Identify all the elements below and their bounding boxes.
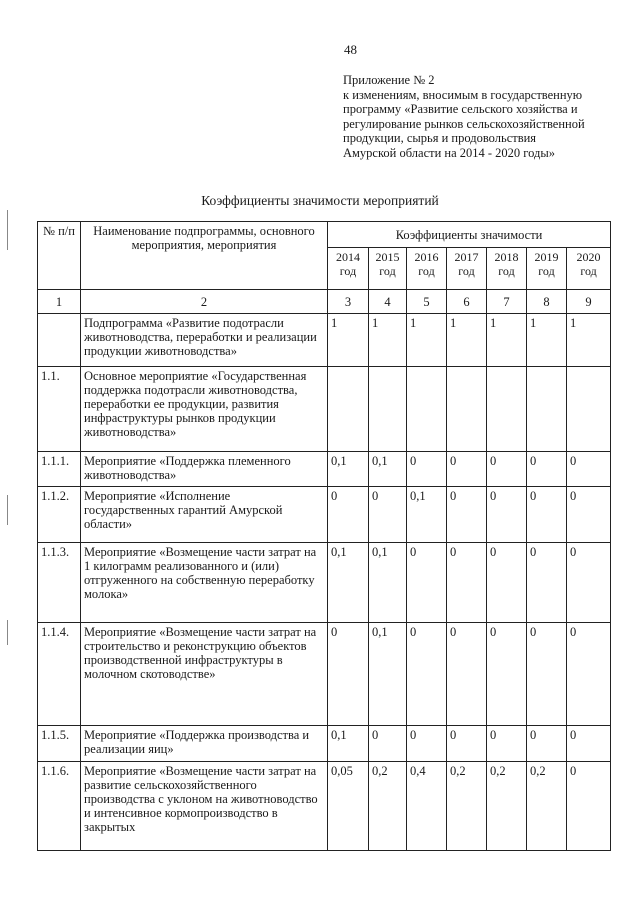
- coefficient-value: 0,4: [407, 761, 447, 850]
- coefficient-value: 0: [567, 622, 611, 725]
- row-name: Мероприятие «Возмещение части затрат на 1 килограмм реализованного и (или) отгруженного на собственную переработку молока»: [81, 542, 328, 622]
- scan-edge-mark: [7, 620, 8, 645]
- coefficient-value: 0,2: [487, 761, 527, 850]
- header-year-value: 2020: [576, 250, 601, 265]
- header-year-value: 2017: [454, 250, 479, 265]
- coefficient-value: 0,1: [369, 542, 407, 622]
- row-number: 1.1.1.: [38, 452, 81, 486]
- header-year: [487, 248, 527, 290]
- coefficient-value: 1: [328, 314, 369, 367]
- header-year-value: 2014: [336, 250, 360, 265]
- column-number: 6: [447, 289, 487, 313]
- header-year-value: 2019: [534, 250, 559, 265]
- coefficient-value: 0,1: [328, 726, 369, 762]
- coefficient-value: [567, 367, 611, 452]
- coefficient-value: 0: [487, 726, 527, 762]
- table-row: [38, 367, 611, 452]
- header-year: [328, 248, 369, 290]
- appendix-line: Амурской области на 2014 - 2020 годы»: [343, 145, 556, 160]
- coefficient-value: 0: [407, 542, 447, 622]
- coefficient-value: 1: [369, 314, 407, 367]
- header-year-value: 2016: [414, 250, 439, 265]
- column-number: 8: [527, 289, 567, 313]
- row-number: 1.1.5.: [38, 726, 81, 762]
- coefficient-value: 0: [447, 452, 487, 486]
- coefficient-value: 0,2: [527, 761, 567, 850]
- column-number: 5: [407, 289, 447, 313]
- coefficient-value: 0,1: [369, 622, 407, 725]
- coefficients-table: [37, 221, 611, 851]
- column-number: 9: [567, 289, 611, 313]
- coefficient-value: 0: [369, 726, 407, 762]
- header-year-value: 2018: [494, 250, 519, 265]
- header-year: [369, 248, 407, 290]
- scan-edge-mark: [7, 210, 8, 250]
- header-year: [527, 248, 567, 290]
- column-number: 3: [328, 289, 369, 313]
- column-numbers-row: [38, 289, 611, 313]
- appendix-line: Приложение № 2: [343, 73, 435, 87]
- column-number: 4: [369, 289, 407, 313]
- coefficient-value: 0,2: [447, 761, 487, 850]
- header-coefficients: Коэффициенты значимости: [328, 222, 611, 248]
- coefficient-value: [369, 367, 407, 452]
- table-row: [38, 726, 611, 762]
- coefficient-value: 0: [567, 726, 611, 762]
- row-name: Мероприятие «Поддержка производства и реализации яиц»: [81, 726, 328, 762]
- table-row: [38, 542, 611, 622]
- coefficient-value: 0,2: [369, 761, 407, 850]
- appendix-line: регулирование рынков сельскохозяйственной: [343, 116, 585, 131]
- coefficient-value: 0: [447, 726, 487, 762]
- coefficient-value: 0: [328, 622, 369, 725]
- coefficient-value: 0: [487, 452, 527, 486]
- appendix-note: [343, 73, 613, 160]
- row-number: [38, 314, 81, 367]
- header-year-unit: год: [498, 263, 515, 278]
- coefficient-value: 0: [407, 622, 447, 725]
- coefficient-value: 0,1: [328, 542, 369, 622]
- coefficient-value: 0,1: [369, 452, 407, 486]
- coefficient-value: 1: [487, 314, 527, 367]
- coefficient-value: 0: [527, 726, 567, 762]
- row-name: Основное мероприятие «Государственная поддержка подотрасли животноводства, переработки ее продукции, развития инфраструктуры рынков продукции животноводства»: [81, 367, 328, 452]
- column-number: 7: [487, 289, 527, 313]
- coefficient-value: [487, 367, 527, 452]
- table-row: [38, 486, 611, 542]
- coefficient-value: [328, 367, 369, 452]
- coefficient-value: 0: [527, 542, 567, 622]
- coefficient-value: 0: [369, 486, 407, 542]
- coefficient-value: 0: [447, 542, 487, 622]
- coefficient-value: 0: [487, 622, 527, 725]
- coefficient-value: 0: [407, 452, 447, 486]
- header-year-unit: год: [339, 263, 357, 278]
- coefficient-value: 0: [487, 542, 527, 622]
- header-year: [447, 248, 487, 290]
- coefficient-value: 0: [527, 622, 567, 725]
- header-year: [567, 248, 611, 290]
- coefficient-value: 0: [407, 726, 447, 762]
- coefficient-value: 1: [407, 314, 447, 367]
- header-name: Наименование подпрограммы, основного мероприятия, мероприятия: [81, 222, 328, 290]
- header-year: [407, 248, 447, 290]
- coefficient-value: 0: [567, 486, 611, 542]
- appendix-line: продукции, сырья и продовольствия: [343, 131, 537, 145]
- row-name: Мероприятие «Возмещение части затрат на развитие сельскохозяйственного производства с уклоном на животноводство и интенсивное кормопроизводство в закрытых: [81, 761, 328, 850]
- row-name: Мероприятие «Поддержка племенного животноводства»: [81, 452, 328, 486]
- table-row: [38, 314, 611, 367]
- coefficient-value: 0: [567, 761, 611, 850]
- coefficient-value: 1: [527, 314, 567, 367]
- coefficient-value: 0,1: [328, 452, 369, 486]
- row-number: 1.1.2.: [38, 486, 81, 542]
- coefficient-value: 0,05: [328, 761, 369, 850]
- coefficient-value: [407, 367, 447, 452]
- header-row: [38, 222, 611, 248]
- column-number: 2: [81, 289, 328, 313]
- header-year-unit: год: [580, 263, 597, 278]
- header-num: № п/п: [38, 222, 81, 290]
- column-number: 1: [38, 289, 81, 313]
- header-year-unit: год: [379, 263, 396, 278]
- appendix-line: к изменениям, вносимым в государственную: [343, 87, 583, 102]
- coefficient-value: 0: [567, 452, 611, 486]
- table-row: [38, 622, 611, 725]
- scan-edge-mark: [7, 495, 8, 525]
- coefficient-value: 1: [447, 314, 487, 367]
- coefficient-value: 0: [487, 486, 527, 542]
- row-name: Мероприятие «Возмещение части затрат на строительство и реконструкцию объектов производственной инфраструктуры в молочном скотоводстве»: [81, 622, 328, 725]
- coefficient-value: 0,1: [407, 486, 447, 542]
- header-year-value: 2015: [375, 250, 400, 265]
- row-number: 1.1.4.: [38, 622, 81, 725]
- page-number: 48: [344, 42, 357, 57]
- header-year-unit: год: [418, 263, 435, 278]
- table-row: [38, 452, 611, 486]
- row-name: Подпрограмма «Развитие подотрасли животноводства, переработки и реализации продукции животноводства»: [81, 314, 328, 367]
- coefficient-value: 0: [527, 452, 567, 486]
- table-row: [38, 761, 611, 850]
- appendix-line: программу «Развитие сельского хозяйства и: [343, 102, 578, 116]
- coefficient-value: 0: [567, 542, 611, 622]
- table-title: Коэффициенты значимости мероприятий: [201, 193, 439, 208]
- header-year-unit: год: [538, 263, 555, 278]
- row-number: 1.1.3.: [38, 542, 81, 622]
- coefficient-value: 0: [447, 622, 487, 725]
- coefficient-value: [527, 367, 567, 452]
- row-name: Мероприятие «Исполнение государственных гарантий Амурской области»: [81, 486, 328, 542]
- coefficient-value: 0: [527, 486, 567, 542]
- coefficient-value: 0: [447, 486, 487, 542]
- coefficient-value: 1: [567, 314, 611, 367]
- row-number: 1.1.: [38, 367, 81, 452]
- row-number: 1.1.6.: [38, 761, 81, 850]
- coefficient-value: 0: [328, 486, 369, 542]
- coefficient-value: [447, 367, 487, 452]
- header-year-unit: год: [458, 263, 475, 278]
